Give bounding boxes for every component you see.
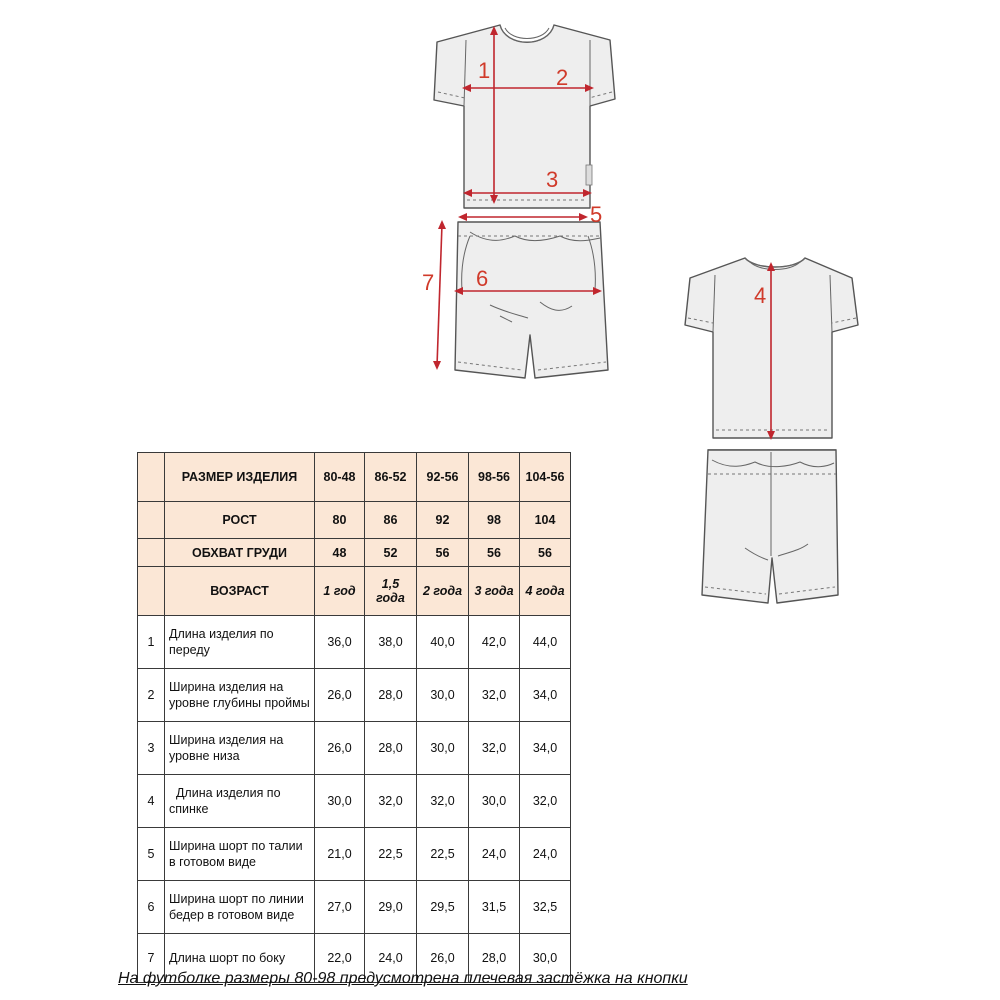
header-value: 1,5 года [365,567,417,616]
header-row-size [138,453,571,502]
header-blank-cell [138,502,165,539]
row-value: 42,0 [469,616,520,669]
header-value: 1 год [315,567,365,616]
row-value: 22,0 [315,934,365,983]
header-label: РАЗМЕР ИЗДЕЛИЯ [165,453,315,502]
row-value: 32,0 [365,775,417,828]
row-value: 28,0 [365,722,417,775]
row-value: 32,0 [469,722,520,775]
header-blank-cell [138,567,165,616]
marker-6: 6 [476,266,489,291]
marker-4: 4 [754,283,767,308]
row-value: 21,0 [315,828,365,881]
marker-1: 1 [478,58,491,83]
table-row [138,828,571,881]
header-value: 56 [417,539,469,567]
header-value: 80 [315,502,365,539]
row-value: 40,0 [417,616,469,669]
row-value: 28,0 [365,669,417,722]
row-value: 24,0 [469,828,520,881]
row-value: 38,0 [365,616,417,669]
header-value: 98 [469,502,520,539]
header-value: 86-52 [365,453,417,502]
row-description: Длина изделия по спинке [165,775,315,828]
header-value: 48 [315,539,365,567]
marker-3: 3 [546,167,559,192]
table-row [138,669,571,722]
header-value: 104 [520,502,571,539]
header-blank-cell [138,453,165,502]
header-value: 3 года [469,567,520,616]
front-tshirt [434,25,615,208]
row-value: 34,0 [520,669,571,722]
row-value: 24,0 [520,828,571,881]
header-value: 92 [417,502,469,539]
header-value: 56 [520,539,571,567]
row-description: Ширина шорт по линии бедер в готовом виде [165,881,315,934]
row-description: Ширина изделия на уровне низа [165,722,315,775]
header-value: 86 [365,502,417,539]
row-value: 32,5 [520,881,571,934]
row-value: 32,0 [520,775,571,828]
header-value: 80-48 [315,453,365,502]
row-value: 27,0 [315,881,365,934]
header-value: 56 [469,539,520,567]
header-value: 2 года [417,567,469,616]
row-value: 29,0 [365,881,417,934]
row-value: 26,0 [315,669,365,722]
row-description: Длина шорт по боку [165,934,315,983]
row-index: 7 [138,934,165,983]
header-value: 52 [365,539,417,567]
row-index: 4 [138,775,165,828]
header-label: РОСТ [165,502,315,539]
header-row-height [138,502,571,539]
row-value: 36,0 [315,616,365,669]
front-shorts [455,222,608,378]
marker-7: 7 [422,270,435,295]
marker-2: 2 [556,65,569,90]
row-index: 3 [138,722,165,775]
row-value: 29,5 [417,881,469,934]
row-index: 5 [138,828,165,881]
header-value: 4 года [520,567,571,616]
row-value: 28,0 [469,934,520,983]
garment-sketch [0,0,1000,450]
row-description: Ширина изделия на уровне глубины проймы [165,669,315,722]
row-value: 26,0 [417,934,469,983]
row-value: 30,0 [417,669,469,722]
header-label: ОБХВАТ ГРУДИ [165,539,315,567]
row-value: 44,0 [520,616,571,669]
header-row-chest [138,539,571,567]
row-value: 24,0 [365,934,417,983]
row-value: 22,5 [365,828,417,881]
row-value: 30,0 [315,775,365,828]
header-label: ВОЗРАСТ [165,567,315,616]
row-index: 6 [138,881,165,934]
table-row [138,775,571,828]
row-description: Ширина шорт по талии в готовом виде [165,828,315,881]
row-value: 26,0 [315,722,365,775]
row-value: 30,0 [469,775,520,828]
table-row [138,881,571,934]
header-row-age [138,567,571,616]
marker-5: 5 [590,202,603,227]
row-description: Длина изделия по переду [165,616,315,669]
row-value: 32,0 [469,669,520,722]
header-value: 98-56 [469,453,520,502]
footnote: На футболке размеры 80-98 предусмотрена плечевая застёжка на кнопки [118,970,688,987]
size-table [137,452,571,983]
table-row [138,722,571,775]
row-index: 1 [138,616,165,669]
header-value: 92-56 [417,453,469,502]
header-value: 104-56 [520,453,571,502]
row-index: 2 [138,669,165,722]
row-value: 32,0 [417,775,469,828]
row-value: 34,0 [520,722,571,775]
row-value: 30,0 [520,934,571,983]
table-row [138,616,571,669]
row-value: 30,0 [417,722,469,775]
header-blank-cell [138,539,165,567]
row-value: 31,5 [469,881,520,934]
row-value: 22,5 [417,828,469,881]
